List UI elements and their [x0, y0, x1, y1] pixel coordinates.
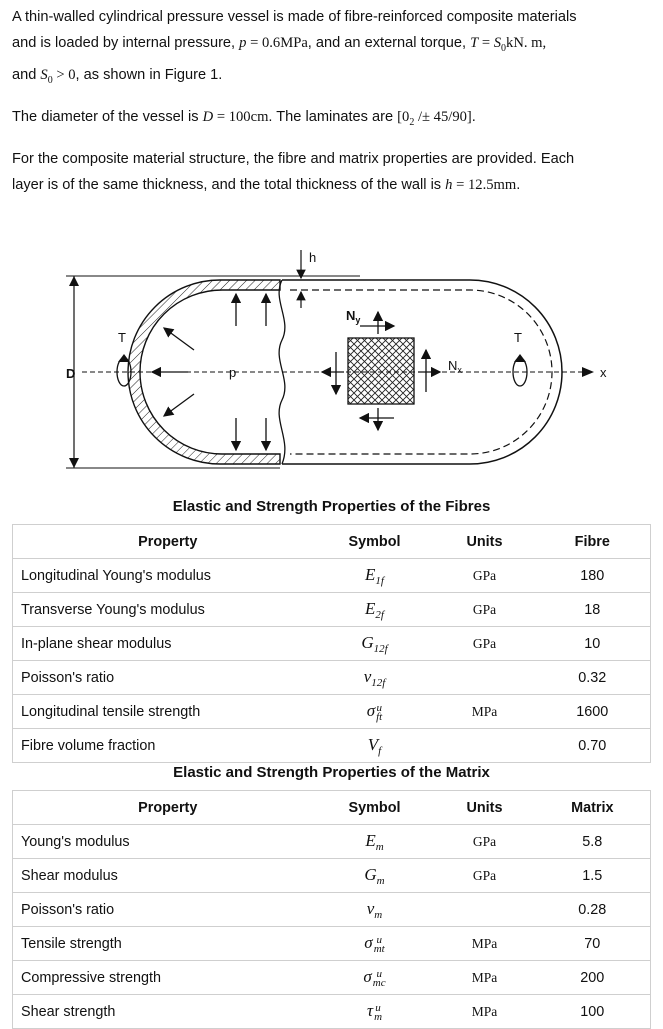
- fibre-value: 1600: [535, 695, 651, 729]
- matrix-property: Young's modulus: [13, 825, 315, 859]
- matrix-table-row: [13, 961, 651, 995]
- matrix-header-value: Matrix: [535, 791, 651, 825]
- matrix-value: 100: [535, 995, 651, 1029]
- matrix-header-symbol: Symbol: [315, 791, 435, 825]
- intro-properties-line-2: layer is of the same thickness, and the total thickness of the wall is h = 12.5mm.: [12, 176, 521, 193]
- fibre-unit: GPa: [435, 627, 535, 661]
- intro-line-2: and is loaded by internal pressure, p = 0.6MPa, and an external torque, $T = S_0kN$. m,: [12, 35, 547, 54]
- matrix-properties-table: [12, 754, 651, 1029]
- fibre-table-caption: Elastic and Strength Properties of the Fibres: [172, 497, 491, 515]
- matrix-unit: [435, 893, 535, 927]
- fibre-property: Poisson's ratio: [13, 661, 315, 695]
- matrix-table-row: [13, 859, 651, 893]
- fibre-table-row: [13, 661, 651, 695]
- matrix-header-property: Property: [13, 791, 315, 825]
- matrix-table-row: [13, 825, 651, 859]
- intro-properties-line-1: For the composite material structure, the fibre and matrix properties are provided. Each: [12, 150, 575, 167]
- matrix-header-units: Units: [435, 791, 535, 825]
- torque-right: [513, 354, 527, 386]
- fibre-header-units: Units: [435, 525, 535, 559]
- matrix-value: 200: [535, 961, 651, 995]
- matrix-symbol: $v_m$: [366, 898, 383, 921]
- label-h: h: [309, 250, 317, 265]
- matrix-property: Tensile strength: [13, 927, 315, 961]
- matrix-value: 70: [535, 927, 651, 961]
- fibre-unit: GPa: [435, 593, 535, 627]
- fibre-value: 0.70: [535, 729, 651, 763]
- fibre-value: 180: [535, 559, 651, 593]
- matrix-table-caption-row: [13, 754, 651, 791]
- fibre-table-caption-row: [13, 488, 651, 525]
- matrix-value: 1.5: [535, 859, 651, 893]
- fibre-table-row: [13, 695, 651, 729]
- matrix-symbol: $G_m$: [364, 864, 385, 887]
- matrix-symbol: σ u mt: [364, 933, 385, 955]
- fibre-symbol: $G_{12f}$: [361, 632, 388, 655]
- matrix-table-caption: Elastic and Strength Properties of the Matrix: [173, 763, 490, 781]
- label-p: p: [229, 365, 237, 380]
- fibre-property: Longitudinal tensile strength: [13, 695, 315, 729]
- fibre-property: Transverse Young's modulus: [13, 593, 315, 627]
- matrix-unit: GPa: [435, 859, 535, 893]
- intro-diameter-line: The diameter of the vessel is D = 100cm. The laminates are $[0_2 /\pm 45/90]$.: [12, 108, 476, 128]
- matrix-unit: MPa: [435, 927, 535, 961]
- fibre-header-symbol: Symbol: [315, 525, 435, 559]
- fibre-property: Longitudinal Young's modulus: [13, 559, 315, 593]
- fibre-symbol: $v_{12f}$: [363, 666, 386, 689]
- fibre-symbol: $E_{1f}$: [365, 564, 384, 587]
- matrix-unit: MPa: [435, 995, 535, 1029]
- label-Ny: $N_y$: [346, 308, 361, 325]
- matrix-table-header: [13, 791, 651, 825]
- label-D: D: [66, 366, 76, 381]
- matrix-table-row: [13, 893, 651, 927]
- pressure-vessel-figure: [60, 246, 620, 480]
- internal-pressure-arrows: [152, 294, 266, 450]
- fibre-properties-table: [12, 488, 651, 763]
- fibre-value: 18: [535, 593, 651, 627]
- intro-line-1: A thin-walled cylindrical pressure vessel is made of fibre-reinforced composite materials: [12, 9, 577, 25]
- fibre-symbol: $V_f$: [367, 734, 382, 757]
- fibre-value: 10: [535, 627, 651, 661]
- fibre-table-row: [13, 627, 651, 661]
- fibre-header-property: Property: [13, 525, 315, 559]
- fibre-table-header: [13, 525, 651, 559]
- matrix-property: Shear strength: [13, 995, 315, 1029]
- matrix-symbol: σ u mc: [363, 967, 386, 989]
- matrix-property: Compressive strength: [13, 961, 315, 995]
- fibre-table-row: [13, 559, 651, 593]
- fibre-unit: GPa: [435, 559, 535, 593]
- label-Nx: $N_x$: [448, 358, 462, 375]
- fibre-unit: MPa: [435, 695, 535, 729]
- label-T-left: T: [118, 330, 126, 345]
- matrix-value: 0.28: [535, 893, 651, 927]
- fibre-unit: [435, 661, 535, 695]
- matrix-table-row: [13, 927, 651, 961]
- intro-line-3: and $S_0 > 0$, as shown in Figure 1.: [12, 66, 223, 86]
- label-x: x: [600, 365, 607, 380]
- label-T-right: T: [514, 330, 522, 345]
- fibre-symbol: σ u ft: [366, 701, 383, 723]
- matrix-symbol: τ u m: [366, 1001, 383, 1023]
- matrix-unit: GPa: [435, 825, 535, 859]
- fibre-property: Fibre volume fraction: [13, 729, 315, 763]
- matrix-table-row: [13, 995, 651, 1029]
- fibre-table-row: [13, 593, 651, 627]
- fibre-property: In-plane shear modulus: [13, 627, 315, 661]
- matrix-unit: MPa: [435, 961, 535, 995]
- problem-statement: [12, 4, 652, 198]
- fibre-symbol: $E_{2f}$: [365, 598, 384, 621]
- laminate-element: [348, 338, 414, 404]
- fibre-value: 0.32: [535, 661, 651, 695]
- matrix-symbol: $E_m$: [365, 830, 384, 853]
- fibre-header-value: Fibre: [535, 525, 651, 559]
- matrix-property: Poisson's ratio: [13, 893, 315, 927]
- matrix-value: 5.8: [535, 825, 651, 859]
- matrix-property: Shear modulus: [13, 859, 315, 893]
